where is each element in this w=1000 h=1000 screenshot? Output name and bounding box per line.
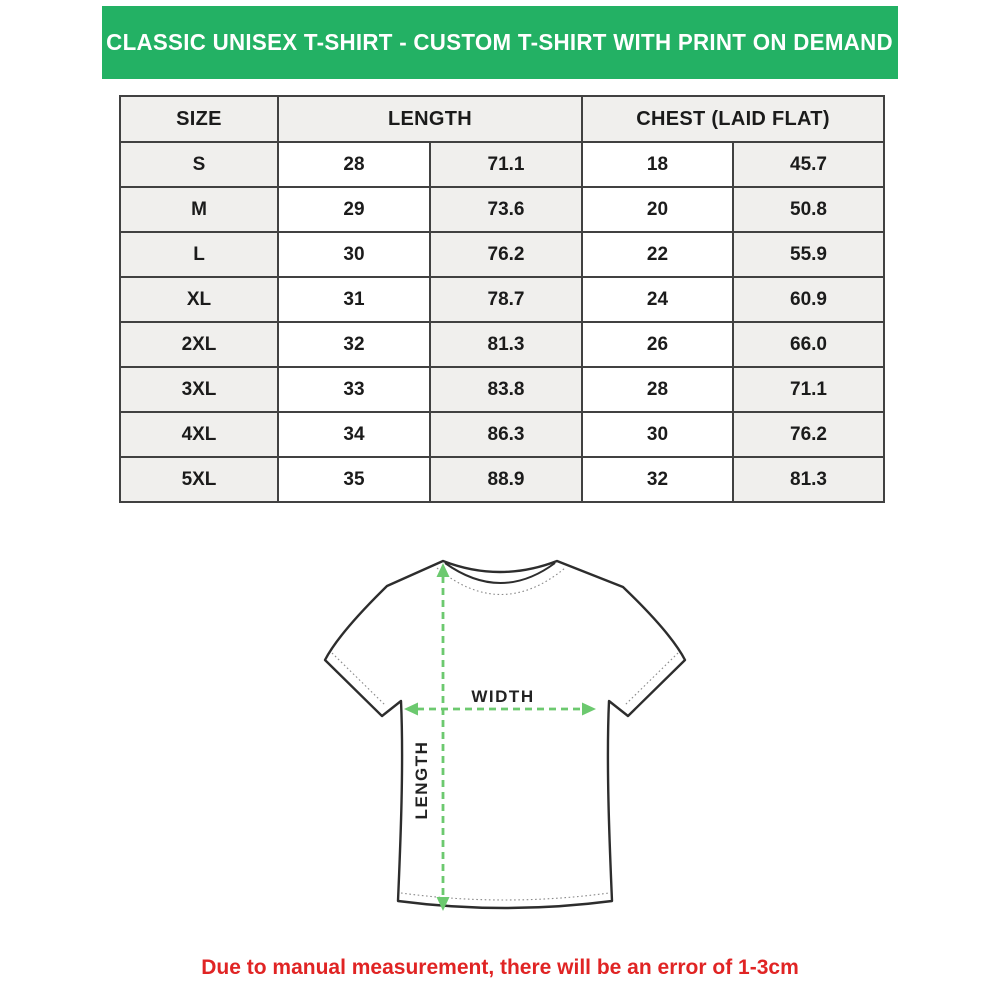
chest-cm-cell: 66.0 [733, 322, 884, 367]
table-row [120, 232, 884, 277]
page-title: CLASSIC UNISEX T-SHIRT - CUSTOM T-SHIRT WITH PRINT ON DEMAND [106, 29, 894, 55]
length-inches-cell: 31 [278, 277, 430, 322]
chest-cm-cell: 60.9 [733, 277, 884, 322]
length-inches-cell: 35 [278, 457, 430, 502]
size-cell: 5XL [120, 457, 278, 502]
length-cm-cell: 76.2 [430, 232, 582, 277]
table-row [120, 142, 884, 187]
width-arrow-label: WIDTH [471, 687, 535, 706]
table-row [120, 412, 884, 457]
chest-inches-cell: 28 [582, 367, 733, 412]
chest-inches-cell: 26 [582, 322, 733, 367]
table-row [120, 322, 884, 367]
size-cell: L [120, 232, 278, 277]
size-cell: 2XL [120, 322, 278, 367]
table-header-row [120, 96, 884, 142]
length-cm-cell: 88.9 [430, 457, 582, 502]
size-cell: M [120, 187, 278, 232]
size-table-body [120, 142, 884, 502]
size-table [119, 95, 885, 503]
length-cm-cell: 71.1 [430, 142, 582, 187]
length-inches-cell: 28 [278, 142, 430, 187]
size-cell: 3XL [120, 367, 278, 412]
size-cell: S [120, 142, 278, 187]
chest-inches-cell: 24 [582, 277, 733, 322]
size-cell: 4XL [120, 412, 278, 457]
length-column-header: LENGTH [278, 96, 582, 142]
chest-inches-cell: 32 [582, 457, 733, 502]
length-cm-cell: 73.6 [430, 187, 582, 232]
length-inches-cell: 33 [278, 367, 430, 412]
size-column-header: SIZE [120, 96, 278, 142]
length-arrow-label: LENGTH [412, 740, 431, 820]
table-row [120, 277, 884, 322]
chest-cm-cell: 81.3 [733, 457, 884, 502]
length-cm-cell: 86.3 [430, 412, 582, 457]
chest-cm-cell: 76.2 [733, 412, 884, 457]
title-banner [102, 6, 898, 79]
chest-column-header: CHEST (LAID FLAT) [582, 96, 884, 142]
tshirt-measurement-diagram [323, 551, 687, 939]
chest-inches-cell: 30 [582, 412, 733, 457]
tshirt-illustration [323, 551, 687, 939]
chest-cm-cell: 55.9 [733, 232, 884, 277]
measurement-error-note: Due to manual measurement, there will be an error of 1-3cm [201, 956, 799, 979]
chest-inches-cell: 22 [582, 232, 733, 277]
tshirt-outline [325, 561, 685, 908]
length-inches-cell: 32 [278, 322, 430, 367]
length-inches-cell: 30 [278, 232, 430, 277]
table-row [120, 457, 884, 502]
chest-inches-cell: 20 [582, 187, 733, 232]
chest-cm-cell: 50.8 [733, 187, 884, 232]
length-cm-cell: 83.8 [430, 367, 582, 412]
length-inches-cell: 34 [278, 412, 430, 457]
length-cm-cell: 78.7 [430, 277, 582, 322]
chest-cm-cell: 45.7 [733, 142, 884, 187]
chest-cm-cell: 71.1 [733, 367, 884, 412]
chest-inches-cell: 18 [582, 142, 733, 187]
table-row [120, 187, 884, 232]
size-cell: XL [120, 277, 278, 322]
length-cm-cell: 81.3 [430, 322, 582, 367]
table-row [120, 367, 884, 412]
length-inches-cell: 29 [278, 187, 430, 232]
